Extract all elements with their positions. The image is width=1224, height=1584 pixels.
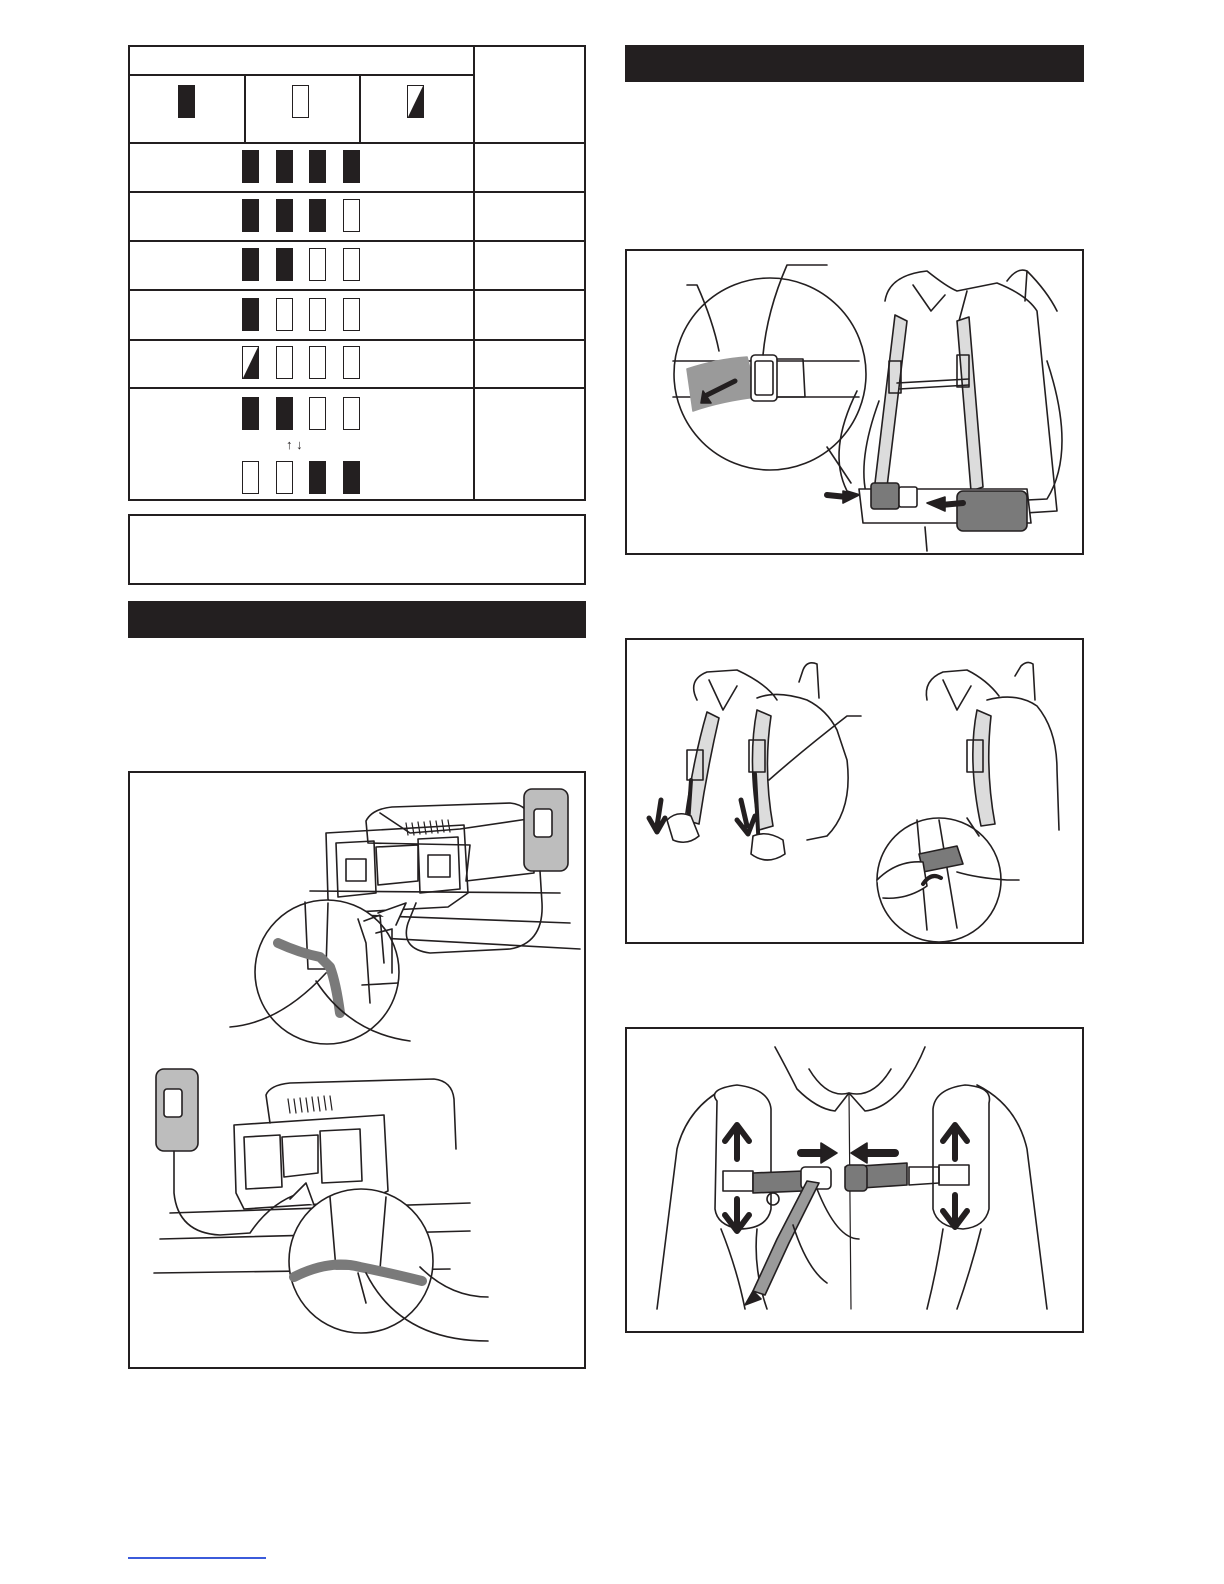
- lamp-lit-icon: [309, 199, 326, 232]
- table-rule: [130, 240, 584, 242]
- lamp-off-icon: [343, 298, 360, 331]
- lamp-blinking-icon: [242, 346, 259, 379]
- section-heading-bar: [625, 45, 1084, 82]
- footer-rule: [128, 1557, 266, 1559]
- lamp-lit-icon: [178, 85, 195, 118]
- section-heading-bar: [128, 601, 586, 638]
- lamp-lit-icon: [276, 199, 293, 232]
- table-rule: [359, 74, 361, 143]
- lamp-lit-icon: [242, 397, 259, 430]
- lamp-lit-icon: [309, 150, 326, 183]
- lamp-lit-icon: [242, 199, 259, 232]
- lamp-lit-icon: [276, 397, 293, 430]
- lamp-blinking-icon: [407, 85, 424, 118]
- lamp-off-icon: [276, 298, 293, 331]
- table-rule: [130, 142, 584, 144]
- lamp-off-icon: [242, 461, 259, 494]
- shoulder-strap-illustration: [627, 640, 1082, 942]
- lamp-off-icon: [343, 248, 360, 281]
- lamp-off-icon: [309, 346, 326, 379]
- lamp-lit-icon: [242, 298, 259, 331]
- table-rule: [473, 47, 475, 499]
- table-rule: [130, 74, 474, 76]
- cable-routing-illustration: [130, 773, 584, 1367]
- lamp-lit-icon: [276, 248, 293, 281]
- lamp-off-icon: [309, 298, 326, 331]
- lamp-lit-icon: [242, 248, 259, 281]
- lamp-off-icon: [343, 397, 360, 430]
- lamp-lit-icon: [276, 150, 293, 183]
- figure-cable-routing: [128, 771, 586, 1369]
- table-rule: [244, 74, 246, 143]
- table-rule: [130, 387, 584, 389]
- battery-indicator-table: [128, 45, 586, 501]
- chest-strap-illustration: [627, 1029, 1082, 1331]
- lamp-off-icon: [309, 397, 326, 430]
- figure-waist-buckle: [625, 249, 1084, 555]
- table-rule: [130, 339, 584, 341]
- waist-buckle-illustration: [627, 251, 1082, 553]
- note-box: [128, 514, 586, 585]
- lamp-off-icon: [343, 199, 360, 232]
- lamp-off-icon: [309, 248, 326, 281]
- table-rule: [130, 191, 584, 193]
- lamp-off-icon: [343, 346, 360, 379]
- figure-shoulder-strap-adjust: [625, 638, 1084, 944]
- lamp-lit-icon: [343, 461, 360, 494]
- lamp-off-icon: [276, 461, 293, 494]
- lamp-lit-icon: [309, 461, 326, 494]
- lamp-off-icon: [276, 346, 293, 379]
- alternating-arrows: ↑ ↓: [286, 437, 303, 452]
- lamp-lit-icon: [242, 150, 259, 183]
- table-rule: [130, 289, 584, 291]
- lamp-off-icon: [292, 85, 309, 118]
- lamp-lit-icon: [343, 150, 360, 183]
- figure-chest-strap: [625, 1027, 1084, 1333]
